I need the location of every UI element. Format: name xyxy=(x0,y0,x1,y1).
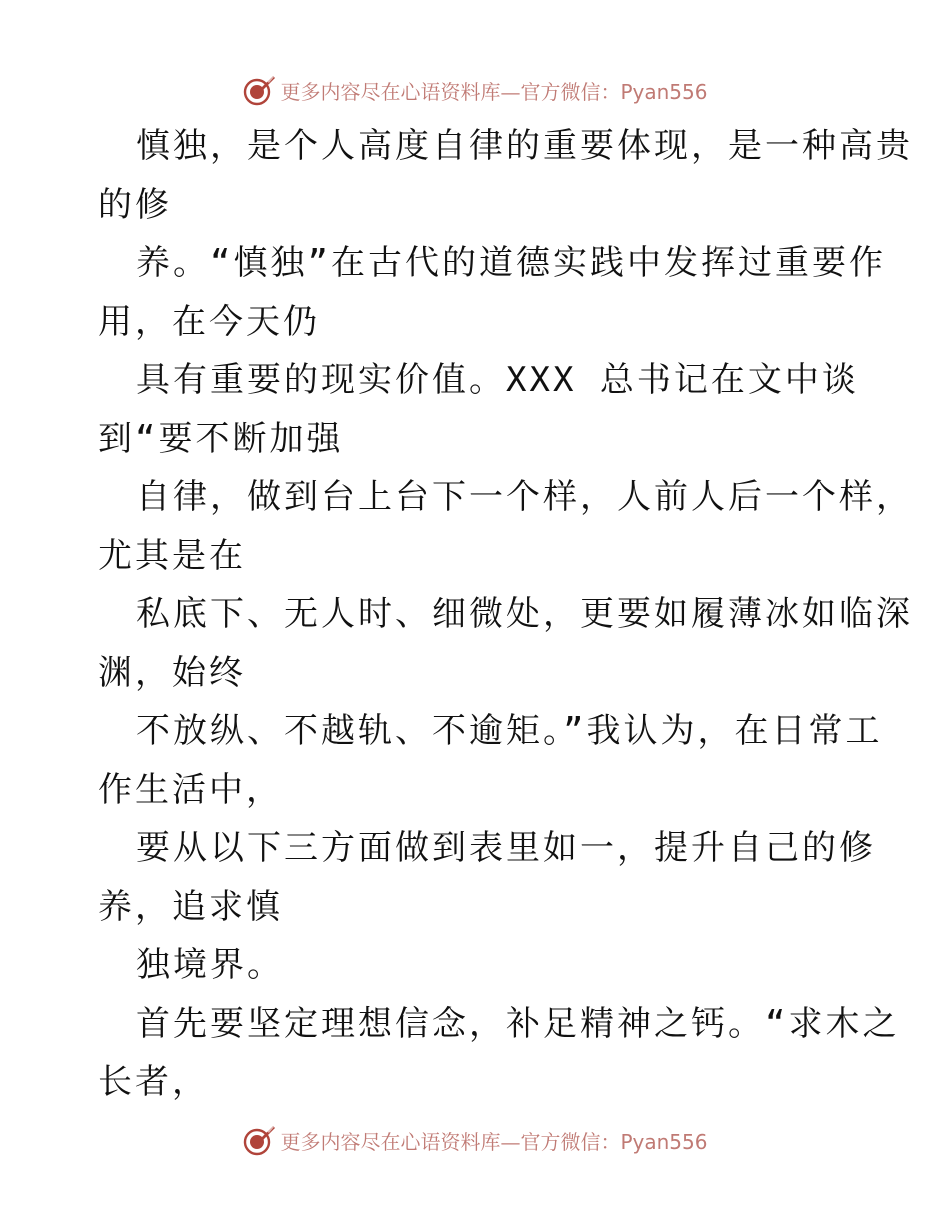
header-banner-main: 更多内容尽在心语资料库 xyxy=(280,79,501,104)
footer-banner-dash: — xyxy=(500,1129,521,1154)
body-text xyxy=(98,117,913,1112)
footer-banner-wechat: 官方微信：Pyan556 xyxy=(520,1129,708,1154)
text-line: 渊，始终 xyxy=(98,652,246,693)
header-banner-wechat: 官方微信：Pyan556 xyxy=(520,79,708,104)
text-line: 不放纵、不越轨、不逾矩。”我认为，在日常工 xyxy=(136,711,883,751)
quill-logo-icon xyxy=(242,1123,276,1157)
text-line: 用，在今天仍 xyxy=(98,301,320,342)
text-line: 要从以下三方面做到表里如一，提升自己的修 xyxy=(136,828,876,868)
text-line: 的修 xyxy=(98,184,172,225)
quill-logo-icon xyxy=(242,73,276,107)
text-line: 养，追求慎 xyxy=(98,886,283,927)
text-line: 尤其是在 xyxy=(98,535,246,576)
header-banner-dash: — xyxy=(500,79,521,104)
header-banner xyxy=(0,70,950,110)
text-line: 私底下、无人时、细微处，更要如履薄冰如临深 xyxy=(136,594,913,634)
footer-banner xyxy=(0,1120,950,1160)
text-line: 首先要坚定理想信念，补足精神之钙。“求木之 xyxy=(136,1003,900,1044)
footer-banner-main: 更多内容尽在心语资料库 xyxy=(280,1129,501,1154)
text-line: 慎独，是个人高度自律的重要体现，是一种高贵 xyxy=(136,126,913,166)
text-line: 自律，做到台上台下一个样，人前人后一个样， xyxy=(136,477,913,517)
text-line: 独境界。 xyxy=(136,945,284,985)
text-line: 长者， xyxy=(98,1062,209,1102)
text-line: 养。“慎独”在古代的道德实践中发挥过重要作 xyxy=(136,243,886,283)
text-line: 具有重要的现实价值。XXX 总书记在文中谈 xyxy=(136,360,859,400)
text-line: 作生活中， xyxy=(98,769,283,810)
text-line: 到“要不断加强 xyxy=(98,418,344,459)
